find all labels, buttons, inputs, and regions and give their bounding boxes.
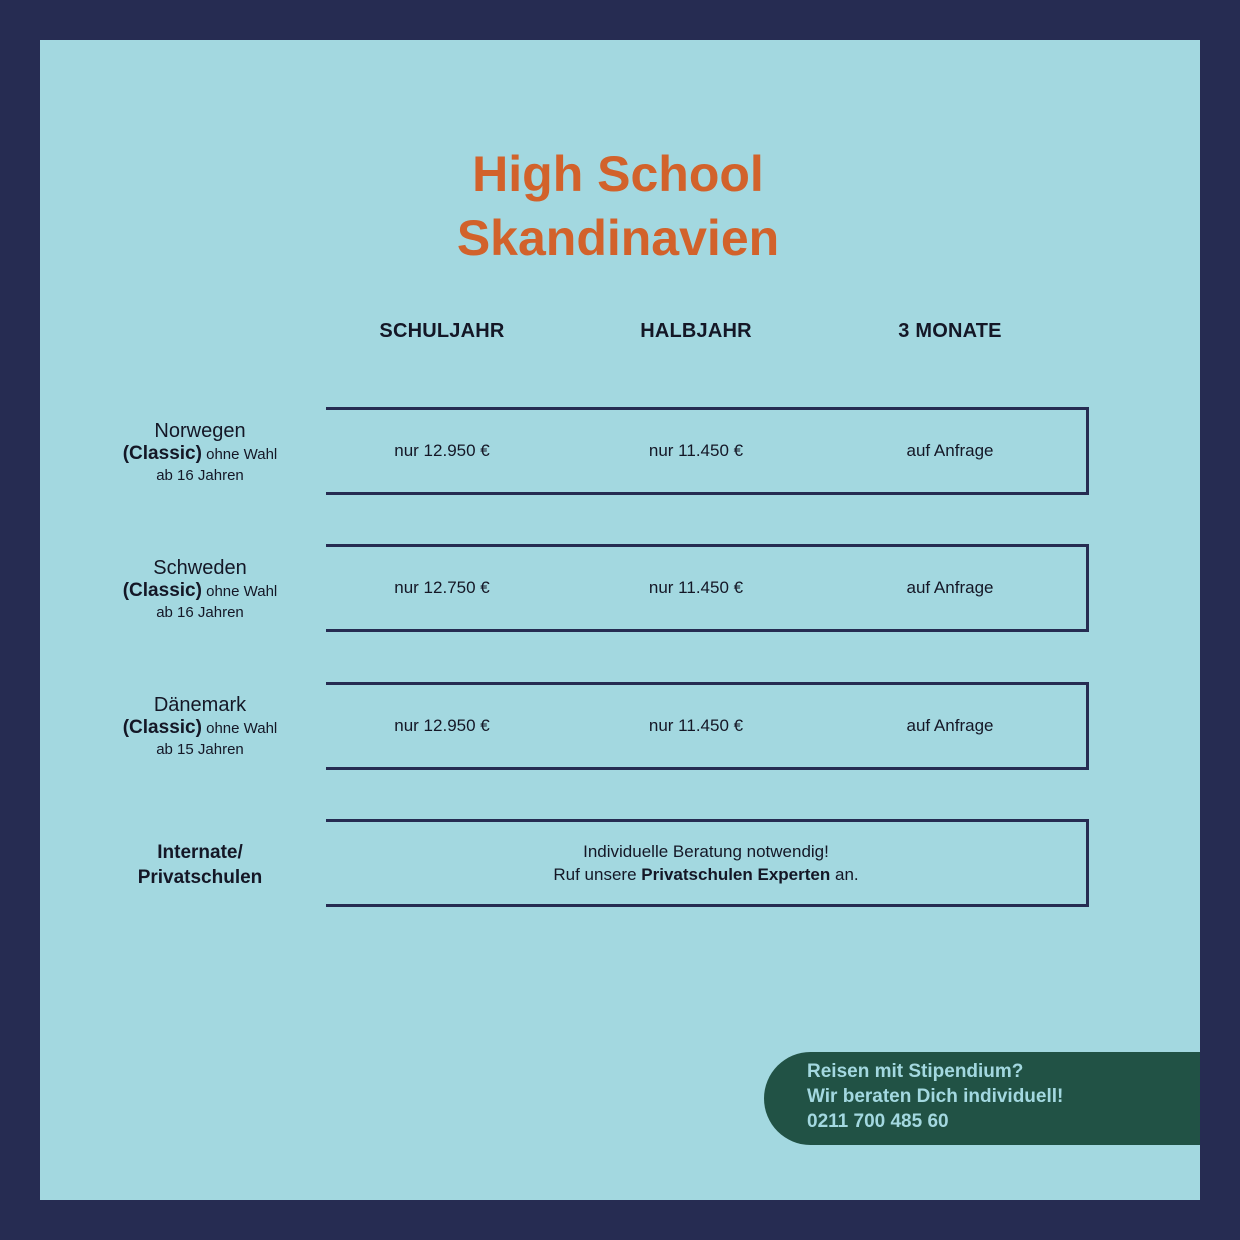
variant-note: ohne Wahl [206,583,278,600]
note-suffix: an. [834,865,859,884]
note-prefix: Ruf unsere [553,865,637,884]
price-schuljahr: nur 12.750 € [394,578,490,597]
row-label-norwegen [100,419,300,486]
country-name: Schweden [153,557,247,579]
row-label-schweden [100,556,300,623]
price-schuljahr: nur 12.950 € [394,441,490,460]
page-title-line2: Skandinavien [456,210,780,266]
experts-link: Privatschulen Experten [641,865,831,884]
country-name: Norwegen [154,420,246,442]
variant-note: ohne Wahl [206,446,278,463]
variant-name: (Classic) [122,717,202,738]
special-label-line2: Privatschulen [137,867,263,888]
variant-name: (Classic) [122,443,202,464]
consultation-note-line2 [553,863,858,886]
contact-line1: Reisen mit Stipendium? [807,1061,1024,1082]
age-requirement: ab 15 Jahren [156,741,244,758]
variant-label [100,443,300,466]
row-label-privatschulen [100,840,300,890]
row-label-daenemark [100,693,300,760]
price-row-daenemark [326,682,1089,770]
page-title [40,142,1196,270]
variant-label [100,580,300,603]
variant-label [100,717,300,740]
variant-name: (Classic) [122,580,202,601]
variant-note: ohne Wahl [206,720,278,737]
contact-phone[interactable]: 0211 700 485 60 [807,1111,949,1132]
price-halbjahr: nur 11.450 € [648,441,744,460]
info-row-privatschulen [326,819,1089,907]
price-row-norwegen [326,407,1089,495]
country-name: Dänemark [153,694,247,716]
column-header-3-monate: 3 MONATE [898,320,1002,342]
page-title-line1: High School [472,146,764,202]
contact-line2: Wir beraten Dich individuell! [807,1086,1064,1107]
price-3-monate: auf Anfrage [906,578,994,597]
consultation-note [326,822,1086,904]
price-schuljahr: nur 12.950 € [394,716,490,735]
column-header-schuljahr: SCHULJAHR [379,320,505,342]
price-panel [40,40,1200,1200]
consultation-note-line1: Individuelle Beratung notwendig! [583,842,829,861]
price-3-monate: auf Anfrage [906,441,994,460]
age-requirement: ab 16 Jahren [156,467,244,484]
price-halbjahr: nur 11.450 € [648,716,744,735]
contact-banner[interactable] [764,1052,1200,1145]
special-label-line1: Internate/ [157,842,243,863]
age-requirement: ab 16 Jahren [156,604,244,621]
column-header-halbjahr: HALBJAHR [640,320,752,342]
price-halbjahr: nur 11.450 € [648,578,744,597]
price-row-schweden [326,544,1089,632]
price-3-monate: auf Anfrage [906,716,994,735]
